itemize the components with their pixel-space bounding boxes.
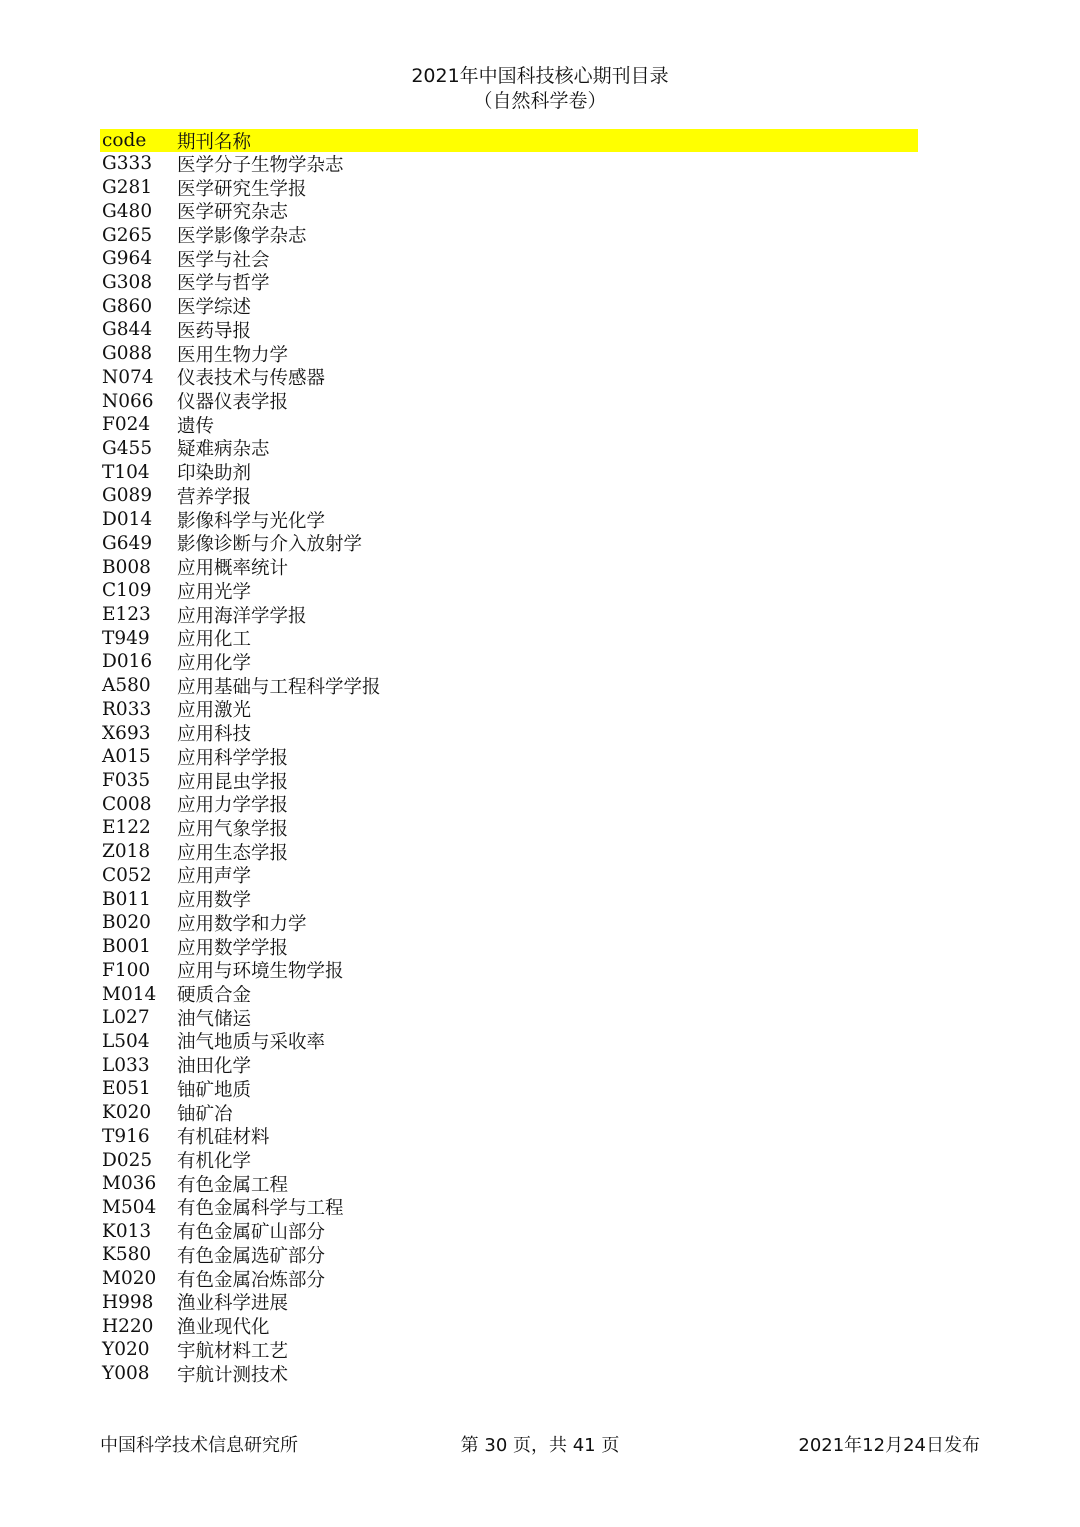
journal-code: A580 xyxy=(102,675,151,697)
journal-code: G265 xyxy=(102,224,153,246)
journal-code: T916 xyxy=(102,1125,150,1147)
journal-code: M020 xyxy=(102,1268,157,1290)
journal-name: 应用力学学报 xyxy=(177,795,289,817)
table-row xyxy=(100,199,918,223)
journal-name: 应用光学 xyxy=(177,581,252,603)
table-row xyxy=(100,294,918,318)
table-body xyxy=(100,152,918,1385)
header-name: 期刊名称 xyxy=(177,131,252,153)
table-row xyxy=(100,958,918,982)
journal-name: 应用科学学报 xyxy=(177,747,289,769)
journal-code: D014 xyxy=(102,509,153,531)
document-title xyxy=(0,64,1080,114)
journal-name: 应用激光 xyxy=(177,700,252,722)
journal-code: G281 xyxy=(102,177,153,199)
journal-code: K020 xyxy=(102,1102,152,1124)
table-row xyxy=(100,365,918,389)
journal-name: 应用声学 xyxy=(177,866,252,888)
journal-name: 应用概率统计 xyxy=(177,558,289,580)
footer-date: 2021年12月24日发布 xyxy=(798,1435,980,1456)
table-row xyxy=(100,887,918,911)
table-row xyxy=(100,247,918,271)
table-row xyxy=(100,721,918,745)
journal-code: F100 xyxy=(102,959,151,981)
journal-code: H998 xyxy=(102,1291,154,1313)
journal-name: 铀矿地质 xyxy=(177,1079,252,1101)
journal-code: G480 xyxy=(102,200,153,222)
journal-name: 应用气象学报 xyxy=(177,818,289,840)
journal-name: 应用科技 xyxy=(177,724,252,746)
journal-code: N074 xyxy=(102,366,154,388)
journal-name: 影像科学与光化学 xyxy=(177,510,326,532)
journal-name: 遗传 xyxy=(177,415,215,437)
table-row xyxy=(100,792,918,816)
journal-name: 应用基础与工程科学学报 xyxy=(177,676,381,698)
journal-name: 渔业科学进展 xyxy=(177,1293,289,1315)
table-row xyxy=(100,745,918,769)
journal-name: 医学研究杂志 xyxy=(177,202,289,224)
journal-code: G333 xyxy=(102,153,153,175)
journal-code: L027 xyxy=(102,1007,150,1029)
table-row xyxy=(100,413,918,437)
table-row xyxy=(100,508,918,532)
journal-name: 医学分子生物学杂志 xyxy=(177,154,344,176)
journal-code: B011 xyxy=(102,888,151,910)
table-row xyxy=(100,1291,918,1315)
journal-name: 硬质合金 xyxy=(177,985,252,1007)
table-row xyxy=(100,769,918,793)
table-row xyxy=(100,650,918,674)
journal-code: B008 xyxy=(102,556,151,578)
journal-code: M014 xyxy=(102,983,157,1005)
journal-code: G308 xyxy=(102,271,153,293)
table-row xyxy=(100,626,918,650)
table-row xyxy=(100,1267,918,1291)
journal-code: N066 xyxy=(102,390,154,412)
journal-name: 有色金属选矿部分 xyxy=(177,1245,326,1267)
journal-table xyxy=(100,129,918,1385)
journal-name: 仪表技术与传感器 xyxy=(177,368,326,390)
journal-name: 油气储运 xyxy=(177,1008,252,1030)
table-row xyxy=(100,1053,918,1077)
title-line-1: 2021年中国科技核心期刊目录 xyxy=(411,65,669,87)
journal-code: F024 xyxy=(102,414,151,436)
journal-name: 印染助剂 xyxy=(177,463,252,485)
journal-code: C008 xyxy=(102,793,152,815)
table-row xyxy=(100,1006,918,1030)
table-row xyxy=(100,1148,918,1172)
footer-page-number: 第 30 页，共 41 页 xyxy=(460,1435,620,1456)
journal-code: G455 xyxy=(102,437,153,459)
journal-name: 有色金属矿山部分 xyxy=(177,1222,326,1244)
journal-code: D016 xyxy=(102,651,153,673)
table-row xyxy=(100,271,918,295)
journal-name: 医学影像学杂志 xyxy=(177,226,307,248)
journal-code: A015 xyxy=(102,746,151,768)
journal-code: E123 xyxy=(102,604,151,626)
journal-code: D025 xyxy=(102,1149,153,1171)
journal-code: Y020 xyxy=(102,1339,150,1361)
journal-name: 应用与环境生物学报 xyxy=(177,961,344,983)
table-row xyxy=(100,532,918,556)
journal-code: Z018 xyxy=(102,841,151,863)
journal-name: 油气地质与采收率 xyxy=(177,1032,326,1054)
journal-name: 医药导报 xyxy=(177,320,252,342)
journal-code: G089 xyxy=(102,485,153,507)
table-row xyxy=(100,1362,918,1386)
journal-code: G088 xyxy=(102,343,153,365)
journal-code: G964 xyxy=(102,248,153,270)
table-row xyxy=(100,437,918,461)
journal-code: B001 xyxy=(102,936,151,958)
journal-code: G649 xyxy=(102,532,153,554)
journal-name: 应用海洋学学报 xyxy=(177,605,307,627)
table-row xyxy=(100,152,918,176)
journal-name: 油田化学 xyxy=(177,1056,252,1078)
table-row xyxy=(100,1077,918,1101)
journal-name: 医学与社会 xyxy=(177,249,270,271)
journal-code: C052 xyxy=(102,864,152,886)
journal-code: K580 xyxy=(102,1244,152,1266)
table-row xyxy=(100,555,918,579)
journal-name: 渔业现代化 xyxy=(177,1317,270,1339)
table-row xyxy=(100,1314,918,1338)
title-line-2: （自然科学卷） xyxy=(473,90,607,112)
journal-name: 有色金属科学与工程 xyxy=(177,1198,344,1220)
table-row xyxy=(100,1243,918,1267)
journal-name: 医学研究生学报 xyxy=(177,178,307,200)
table-row xyxy=(100,460,918,484)
journal-name: 宇航材料工艺 xyxy=(177,1340,289,1362)
table-row xyxy=(100,840,918,864)
journal-name: 应用生态学报 xyxy=(177,842,289,864)
table-row xyxy=(100,1101,918,1125)
journal-name: 应用化工 xyxy=(177,629,252,651)
table-row xyxy=(100,1196,918,1220)
table-row xyxy=(100,603,918,627)
table-header-row xyxy=(100,129,918,152)
table-row xyxy=(100,935,918,959)
table-row xyxy=(100,1124,918,1148)
table-row xyxy=(100,864,918,888)
table-row xyxy=(100,1172,918,1196)
journal-code: B020 xyxy=(102,912,151,934)
journal-name: 医用生物力学 xyxy=(177,344,289,366)
table-row xyxy=(100,342,918,366)
journal-name: 铀矿冶 xyxy=(177,1103,233,1125)
journal-code: H220 xyxy=(102,1315,154,1337)
table-row xyxy=(100,176,918,200)
journal-name: 应用数学 xyxy=(177,890,252,912)
table-row xyxy=(100,698,918,722)
journal-code: L033 xyxy=(102,1054,150,1076)
journal-code: Y008 xyxy=(102,1363,150,1385)
journal-name: 有机硅材料 xyxy=(177,1127,270,1149)
journal-name: 营养学报 xyxy=(177,486,252,508)
journal-code: R033 xyxy=(102,698,152,720)
journal-name: 医学与哲学 xyxy=(177,273,270,295)
table-row xyxy=(100,223,918,247)
journal-name: 仪器仪表学报 xyxy=(177,392,289,414)
journal-name: 应用数学和力学 xyxy=(177,913,307,935)
journal-name: 应用化学 xyxy=(177,652,252,674)
journal-code: M036 xyxy=(102,1173,157,1195)
journal-code: L504 xyxy=(102,1030,150,1052)
table-row xyxy=(100,816,918,840)
table-row xyxy=(100,1219,918,1243)
table-row xyxy=(100,579,918,603)
header-code: code xyxy=(102,130,147,151)
table-row xyxy=(100,1338,918,1362)
journal-name: 有色金属冶炼部分 xyxy=(177,1269,326,1291)
table-row xyxy=(100,389,918,413)
journal-code: F035 xyxy=(102,770,151,792)
table-row xyxy=(100,318,918,342)
footer-publisher: 中国科学技术信息研究所 xyxy=(100,1435,298,1456)
table-row xyxy=(100,1030,918,1054)
journal-code: X693 xyxy=(102,722,151,744)
journal-code: T104 xyxy=(102,461,150,483)
journal-code: G860 xyxy=(102,295,153,317)
journal-code: K013 xyxy=(102,1220,152,1242)
table-row xyxy=(100,911,918,935)
journal-name: 应用数学学报 xyxy=(177,937,289,959)
journal-code: G844 xyxy=(102,319,153,341)
journal-code: T949 xyxy=(102,627,150,649)
journal-name: 有机化学 xyxy=(177,1151,252,1173)
journal-name: 有色金属工程 xyxy=(177,1174,289,1196)
table-row xyxy=(100,484,918,508)
journal-name: 影像诊断与介入放射学 xyxy=(177,534,363,556)
table-row xyxy=(100,674,918,698)
journal-name: 医学综述 xyxy=(177,297,252,319)
journal-code: E051 xyxy=(102,1078,151,1100)
journal-code: C109 xyxy=(102,580,152,602)
journal-code: M504 xyxy=(102,1196,157,1218)
journal-code: E122 xyxy=(102,817,151,839)
journal-name: 宇航计测技术 xyxy=(177,1364,289,1386)
journal-name: 应用昆虫学报 xyxy=(177,771,289,793)
table-row xyxy=(100,982,918,1006)
journal-name: 疑难病杂志 xyxy=(177,439,270,461)
